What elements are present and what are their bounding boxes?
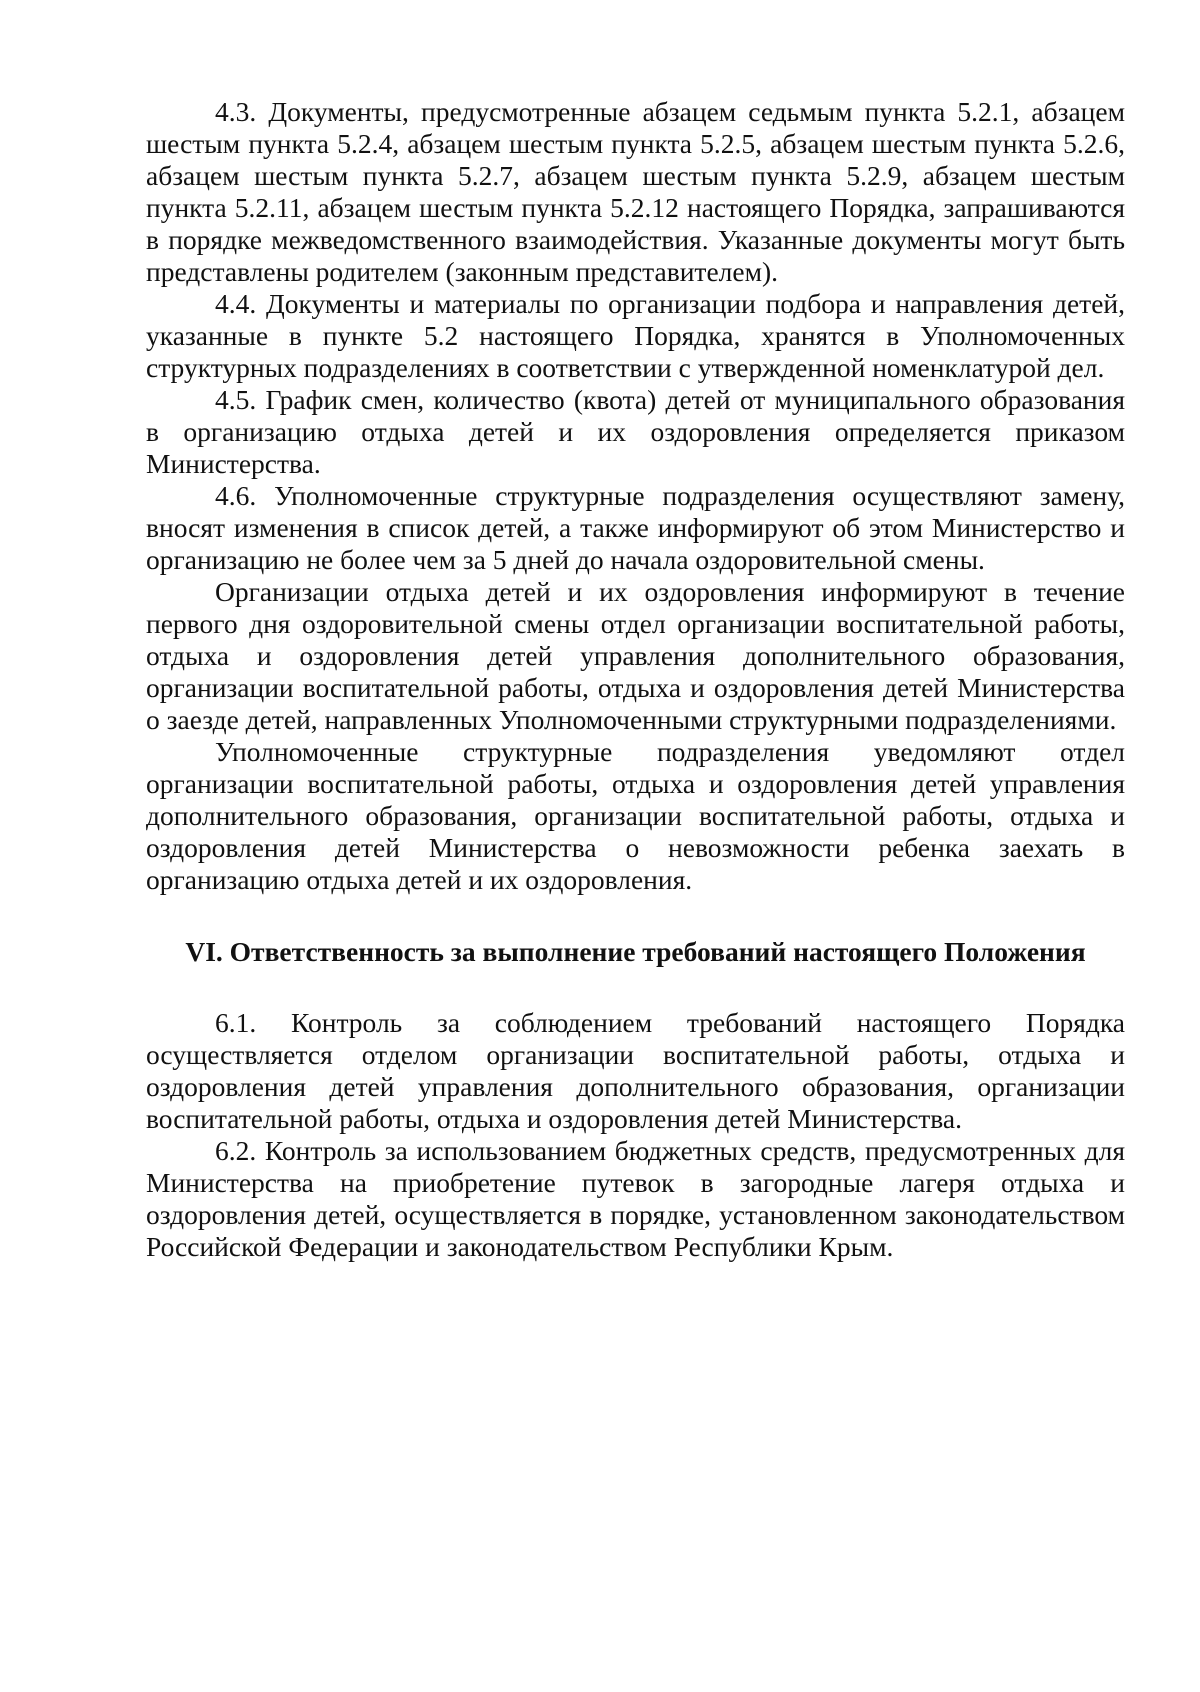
- paragraph-organizations-inform: Организации отдыха детей и их оздоровления информируют в течение первого дня оздоровительной смены отдел организации воспитательной работы, отдыха и оздоровления детей управления дополнительного образования, организации воспитательной работы, отдыха и оздоровления детей Министерства о заезде детей, направленных Уполномоченными структурными подразделениями.: [146, 576, 1125, 735]
- paragraph-4-4: 4.4. Документы и материалы по организации подбора и направления детей, указанные в пункте 5.2 настоящего Порядка, хранятся в Уполномоченных структурных подразделениях в соответствии с утвержденной номенклатурой дел.: [146, 288, 1125, 383]
- paragraph-6-1: 6.1. Контроль за соблюдением требований настоящего Порядка осуществляется отделом организации воспитательной работы, отдыха и оздоровления детей управления дополнительного образования, организации воспитательной работы, отдыха и оздоровления детей Министерства.: [146, 1007, 1125, 1134]
- paragraph-4-6: 4.6. Уполномоченные структурные подразделения осуществляют замену, вносят изменения в список детей, а также информируют об этом Министерство и организацию не более чем за 5 дней до начала оздоровительной смены.: [146, 480, 1125, 575]
- paragraph-6-2: 6.2. Контроль за использованием бюджетных средств, предусмотренных для Министерства на приобретение путевок в загородные лагеря отдыха и оздоровления детей, осуществляется в порядке, установленном законодательством Российской Федерации и законодательством Республики Крым.: [146, 1135, 1125, 1262]
- section-heading: VI. Ответственность за выполнение требований настоящего Положения: [185, 936, 1086, 967]
- paragraph-divisions-notify: Уполномоченные структурные подразделения уведомляют отдел организации воспитательной работы, отдыха и оздоровления детей управления дополнительного образования, организации воспитательной работы, отдыха и оздоровления детей Министерства о невозможности ребенка заехать в организацию отдыха детей и их оздоровления.: [146, 736, 1125, 895]
- paragraph-4-5: 4.5. График смен, количество (квота) детей от муниципального образования в организацию отдыха детей и их оздоровления определяется приказом Министерства.: [146, 384, 1125, 479]
- paragraph-4-3: 4.3. Документы, предусмотренные абзацем седьмым пункта 5.2.1, абзацем шестым пункта 5.2.4, абзацем шестым пункта 5.2.5, абзацем шестым пункта 5.2.6, абзацем шестым пункта 5.2.7, абзацем шестым пункта 5.2.9, абзацем шестым пункта 5.2.11, абзацем шестым пункта 5.2.12 настоящего Порядка, запрашиваются в порядке межведомственного взаимодействия. Указанные документы могут быть представлены родителем (законным представителем).: [146, 96, 1125, 287]
